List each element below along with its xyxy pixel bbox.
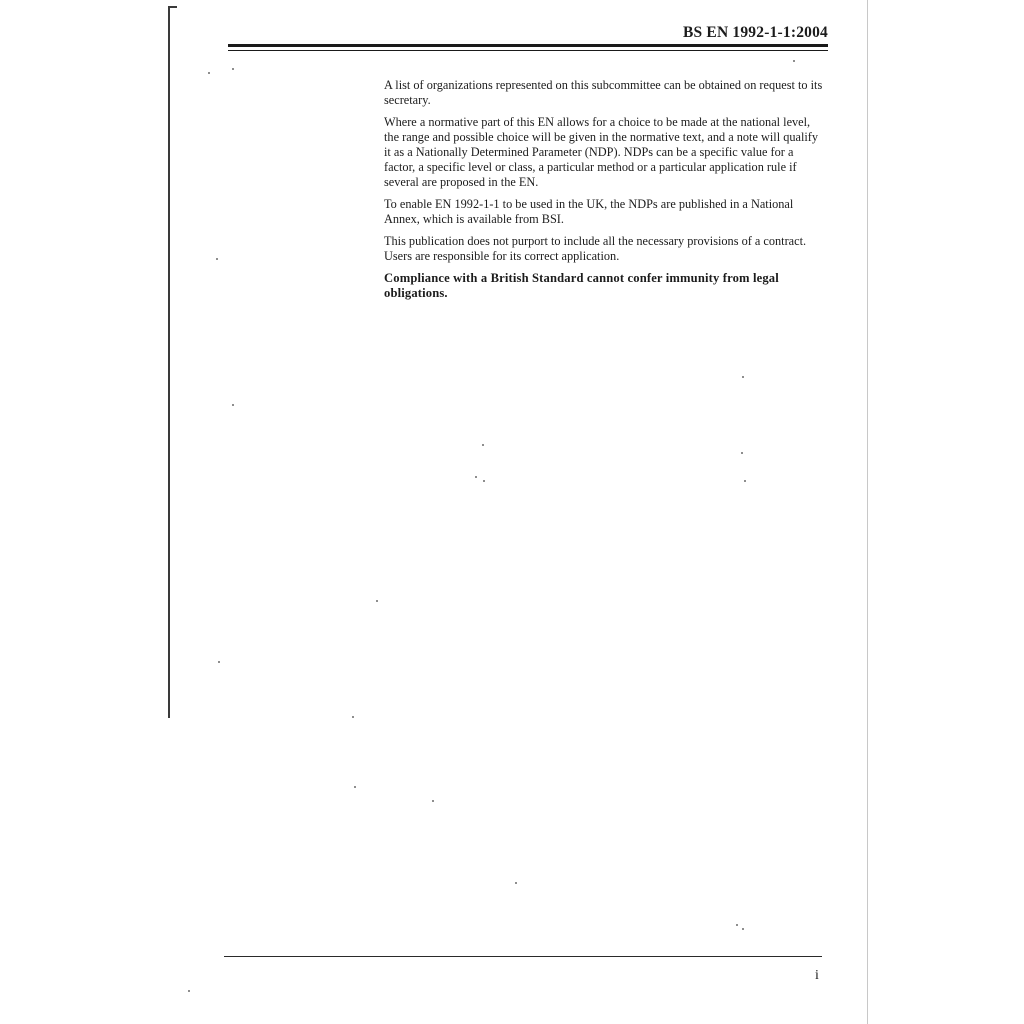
- scan-speck: [208, 72, 210, 74]
- scan-speck: [475, 476, 477, 478]
- scan-speck: [482, 444, 484, 446]
- scan-speck: [376, 600, 378, 602]
- header-rule-thin: [228, 50, 828, 51]
- scan-speck: [736, 924, 738, 926]
- scan-left-edge: [168, 6, 170, 718]
- page-number: i: [815, 968, 819, 983]
- scan-left-edge-tick: [168, 6, 177, 8]
- scan-speck: [354, 786, 356, 788]
- compliance-notice: Compliance with a British Standard cannot confer immunity from legal obligations.: [384, 271, 779, 300]
- scan-speck: [741, 452, 743, 454]
- footer-rule: [224, 956, 822, 957]
- document-title: BS EN 1992-1-1:2004: [682, 24, 828, 41]
- scan-speck: [744, 480, 746, 482]
- scan-speck: [432, 800, 434, 802]
- scan-speck: [515, 882, 517, 884]
- scan-speck: [216, 258, 218, 260]
- scan-speck: [218, 661, 220, 663]
- paragraph-ndp: Where a normative part of this EN allows for a choice to be made at the national level, the range and possible choice will be given in the normative text, and a note will qualify it as a Nationally Determined Parameter (NDP). NDPs can be a specific value for a factor, a specific level or class, a particular method or a particular application rule if several are proposed in the EN.: [384, 115, 819, 189]
- paragraph-contract: This publication does not purport to include all the necessary provisions of a contract. Users are responsible for its correct application.: [384, 234, 807, 263]
- body-text: [384, 78, 824, 308]
- scan-speck: [793, 60, 795, 62]
- scan-right-edge: [867, 0, 868, 1024]
- header-rule: [228, 44, 828, 47]
- scan-speck: [742, 376, 744, 378]
- scan-speck: [232, 68, 234, 70]
- paragraph-national-annex: To enable EN 1992-1-1 to be used in the UK, the NDPs are published in a National Annex, which is available from BSI.: [384, 197, 794, 226]
- scan-speck: [232, 404, 234, 406]
- scan-speck: [352, 716, 354, 718]
- scan-speck: [483, 480, 485, 482]
- scan-speck: [742, 928, 744, 930]
- scan-speck: [188, 990, 190, 992]
- paragraph-organizations: A list of organizations represented on this subcommittee can be obtained on request to its secretary.: [384, 78, 823, 107]
